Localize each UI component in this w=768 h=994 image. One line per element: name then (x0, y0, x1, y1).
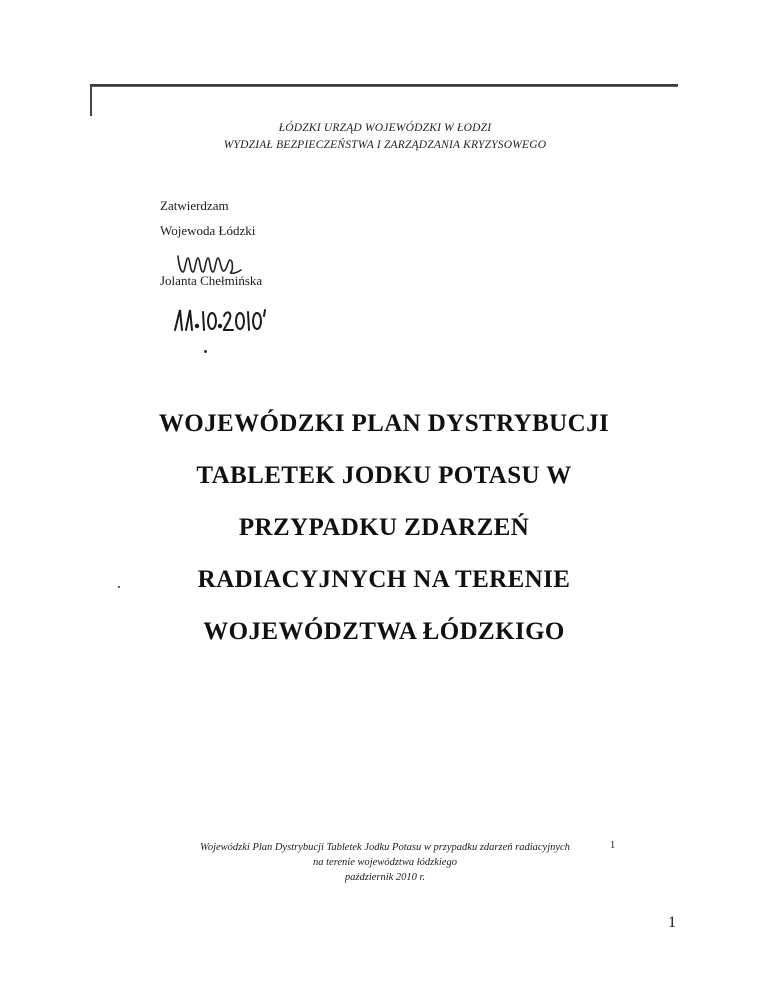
scan-speck (204, 350, 207, 353)
footer-document-name: Wojewódzki Plan Dystrybucji Tabletek Jodku Potasu w przypadku zdarzeń radiacyjnych (200, 842, 570, 853)
title-line: RADIACYJNYCH NA TERENIE (197, 566, 571, 593)
approver-name: Jolanta Chełmińska (160, 273, 263, 288)
approver-role: Wojewoda Łódzki (160, 223, 256, 238)
title-line: WOJEWÓDZKI PLAN DYSTRYBUCJI (158, 410, 610, 437)
handwritten-signature (175, 252, 245, 278)
title-line: WOJEWÓDZTWA ŁÓDZKIGO (203, 618, 565, 645)
footer-date: październik 2010 r. (344, 872, 426, 883)
footer-page-number: 1 (610, 840, 616, 851)
scan-border-line (90, 84, 678, 87)
title-line: TABLETEK JODKU POTASU W (196, 462, 572, 489)
page-footer (160, 840, 610, 885)
title-line: PRZYPADKU ZDARZEŃ (238, 514, 530, 541)
handwritten-date (172, 304, 272, 336)
office-name: ŁÓDZKI URZĄD WOJEWÓDZKI W ŁODZI (278, 122, 492, 134)
approval-label: Zatwierdzam (160, 198, 229, 213)
page-number: 1 (668, 914, 676, 931)
footer-region: na terenie województwa łódzkiego (313, 857, 457, 868)
scan-border-corner (90, 84, 92, 116)
department-name: WYDZIAŁ BEZPIECZEŃSTWA I ZARZĄDZANIA KRYZYSOWEGO (223, 139, 547, 151)
document-title (100, 398, 668, 658)
office-header (150, 120, 620, 154)
